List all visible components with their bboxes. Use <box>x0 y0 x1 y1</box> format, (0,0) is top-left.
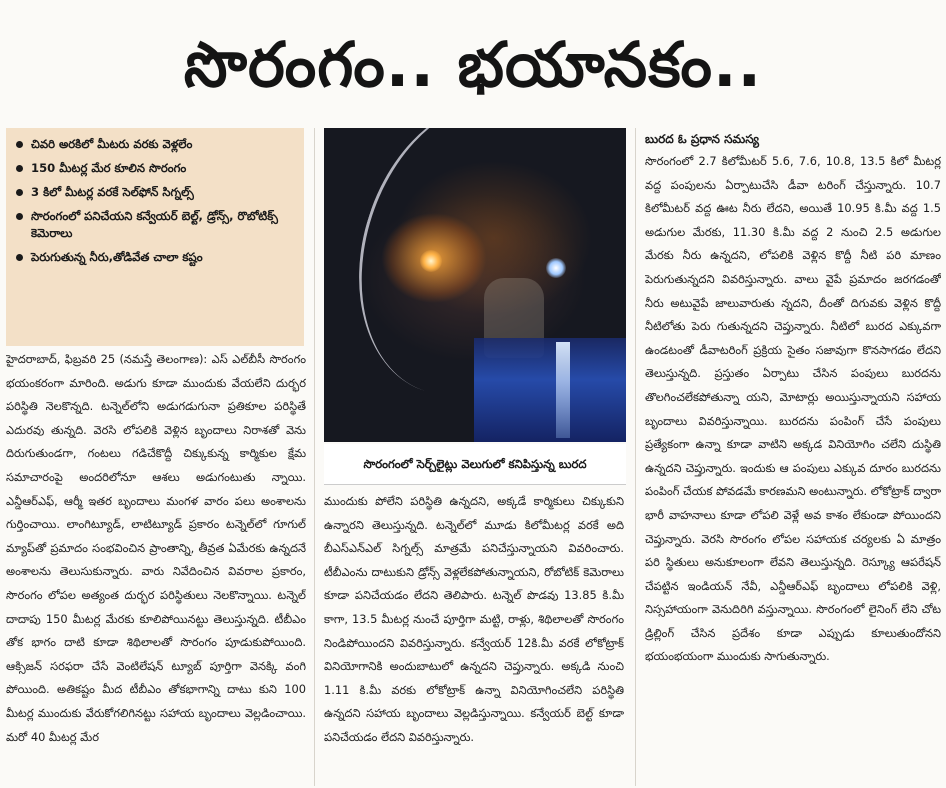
highlights-box <box>6 128 304 346</box>
highlights-list <box>6 128 304 266</box>
highlight-text: చివరి అరకిలో మీటరు వరకు వెళ్లలేం <box>31 137 193 151</box>
searchlight-orange <box>420 250 442 272</box>
highlight-text: పెరుగుతున్న నీరు,తోడివేత చాలా కష్టం <box>31 250 203 264</box>
column-divider <box>314 128 315 786</box>
bullet-icon <box>16 254 23 261</box>
column-divider <box>635 128 636 786</box>
searchlight-blue <box>546 258 566 278</box>
highlight-text: సొరంగంలో పనిచేయని కన్వేయర్ బెల్ట్, డ్రోన్స్, రొబోటిక్స్ కెమెరాలు <box>31 209 278 240</box>
bullet-icon <box>16 189 23 196</box>
highlight-text: 150 మీటర్ల మేర కూలిన సొరంగం <box>31 161 187 175</box>
headline: సొరంగం.. భయానకం.. <box>183 28 763 101</box>
bullet-icon <box>16 141 23 148</box>
highlight-item <box>14 136 298 153</box>
article-column-middle <box>324 490 624 786</box>
article-column-left <box>6 348 306 786</box>
bullet-icon <box>16 165 23 172</box>
light-reflection <box>556 342 570 438</box>
article-text: సొరంగంలో 2.7 కిలోమీటర్ 5.6, 7.6, 10.8, 13.5 కిలో మీటర్ల వద్ద పంపులను ఏర్పాటుచేసి డీవా టరింగ్ చేస్తున్నారు. 10.7 కిలోమీటర్ వద్ద ఊట నీరు లేదని, అయితే 10.95 కి.మీ వద్ద 1.5 అడుగుల మేరకు, 11.30 కి.మీ వద్ద 2 నుంచి 2.5 అడుగుల మేరకు నీరు ఉన్నదని, లోపలికి వెళ్లిన కొద్దీ నీటి పరి మాణం పెరుగుతున్నదని వివరిస్తున్నారు. వాలు వైపే ప్రమాదం జరగడంతో నీరు అటువైపే జాలువారుతు న్నదని, దీంతో దిగువకు వెళ్లిన కొద్దీ నీటిలోతు పెరు గుతున్నదని చెప్తున్నారు. నీటిలో బురద ఎక్కువగా ఉండటంతో డీవాటరింగ్ ప్రక్రియ సైతం సజావుగా కొనసాగడం లేదని తెలుస్తున్నది. ప్రస్తుతం ఏర్పాటు చేసిన పంపులు బురదను తొలగించలేకపోతున్నా యని, మోటార్లు అయిస్తున్నాయని సహాయ బృందాలు వివరిస్తున్నాయి. బురదను పంపింగ్ చేసే పంపులు ప్రత్యేకంగా ఉన్నా కూడా వాటిని అక్కడ వినియోగిం చలేని దుస్థితి ఉన్నదని చెప్తున్నారు. ఇందుకు ఆ పంపులు ఎక్కువ దూరం బురదను పంపింగ్ చేయక పోవడమే కారణమని అంటున్నారు. లోకోట్రాక్ ద్వారా భారీ వాహనాలు కూడా లోపలి వెళ్లే అవ కాశం లేకుండా పోయిందని చెప్తున్నారు. వెరసి సొరంగం లోపల సహాయక చర్యలకు ఏ మాత్రం పరి స్థితులు అనుకూలంగా లేవని తెలుస్తున్నది. రెస్క్యూ ఆపరేషన్ చేపట్టిన ఇండియన్ నేవీ, ఎన్డీఆర్‌ఎఫ్ బృందాలు లోపలికి వెళ్లి, నిస్సహాయంగా వెనుదిరిగి వస్తున్నాయి. సొరంగంలో లైనింగ్ లేని చోట డ్రిల్లింగ్ చేసిన ప్రదేశం కూడా ఎప్పుడు కూలుతుందోనని భయంభయంగా ముందుకు సాగుతున్నారు. <box>645 154 941 664</box>
article-text: హైదరాబాద్, ఫిబ్రవరి 25 (నమస్తే తెలంగాణ): ఎస్ ఎల్‌బీసీ సొరంగం భయంకరంగా మారింది. అడుగు కూడా ముందుకు వేయలేని దుర్భర పరిస్థితి నెలకొన్నది. టన్నెల్‌లోని అడుగడుగునా ప్రతికూల పరిస్థితే ఎదురవు తున్నది. వెరసి లోపలికి వెళ్లిన బృందాలు నిరాశతో వెను దిరుగుతుండగా, గంటలు గడిచేకొద్దీ చిక్కుకున్న కార్మికుల క్షేమ సమాచారంపై అందరిలోనూ ఆశలు అడుగంటుతు న్నాయి. ఎన్డీఆర్‌ఎఫ్, ఆర్మీ ఇతర బృందాలు మంగళ వారం పలు అంశాలను గుర్తించాయి. లాంగిట్యూడ్, లాటిట్యూడ్ ప్రకారం టన్నెల్‌లో గూగుల్ మ్యాప్‌తో ప్రమాదం సంభవించిన ప్రాంతాన్ని, తీవ్రత ఏమేరకు ఉన్నదనే అంశాలను తెలుసుకున్నారు. వారు నివేదించిన వివరాల ప్రకారం, సొరంగం లోపల అత్యంత దుర్భర పరిస్థితులు నెలకొన్నాయి. టన్నెల్ దాదాపు 150 మీటర్ల మేరకు కూలిపోయినట్టు తెలుస్తున్నది. టీబీఎం తోక భాగం దాటి కూడా శిథిలాలతో సొరంగం పూడుకుపోయింది. ఆక్సిజన్ సరఫరా చేసే వెంటిలేషన్ ట్యూబ్ పూర్తిగా వెనక్కి వంగి పోయింది. అతికష్టం మీద టీబీఎం తోకభాగాన్ని దాటు కుని 100 మీటర్ల ముందుకు వేరుకోగలిగినట్టు సహాయ బృందాలు వెల్లడించాయి. మరో 40 మీటర్ల మేర <box>6 352 306 744</box>
section-subhead: బురద ఓ ప్రధాన సమస్య <box>645 132 760 146</box>
highlight-item <box>14 208 298 242</box>
photo-caption: సొరంగంలో సెర్చ్‌లైట్లు వెలుగులో కనిపిస్తున్న బురద <box>324 444 626 485</box>
highlight-text: 3 కిలో మీటర్ల వరకే సెల్‌ఫోన్ సిగ్నల్స్ <box>31 185 194 199</box>
highlight-item <box>14 184 298 201</box>
tunnel-photo <box>324 128 626 442</box>
article-column-right <box>645 128 941 786</box>
highlight-item <box>14 249 298 266</box>
article-text: ముందుకు పోలేని పరిస్థితి ఉన్నదని, అక్కడే కార్మికులు చిక్కుకుని ఉన్నారని తెలుస్తున్నది. టన్నెల్‌లో మూడు కిలోమీటర్ల వరకే అది బీఎస్‌ఎన్‌ఎల్ సిగ్నల్స్ మాత్రమే పనిచేస్తున్నాయని వివరించారు. టీబీఎంను దాటుకుని డ్రోన్స్ వెళ్లలేకపోతున్నాయని, రోబోటిక్ కెమెరాలు కూడా పనిచేయడం లేదని తెలిపారు. టన్నెల్ పొడవు 13.85 కి.మీ కాగా, 13.5 మీటర్ల నుంచే పూర్తిగా మట్టి, రాళ్లు, శిథిలాలతో సొరంగం నిండిపోయిందని వివరిస్తున్నారు. కన్వేయర్ 12కి.మీ వరకే లోకోట్రాక్ వినియోగానికి అందుబాటులో ఉన్నదని చెప్తున్నారు. అక్కడి నుంచి 1.11 కి.మీ వరకు లోకోట్రాక్ ఉన్నా వినియోగించలేని పరిస్థితి ఉన్నదని సహాయ బృందాలు వెల్లడిస్తున్నాయి. కన్వేయర్ బెల్ట్ కూడా పనిచేయడం లేదని వివరిస్తున్నారు. <box>324 494 624 744</box>
bullet-icon <box>16 213 23 220</box>
highlight-item <box>14 160 298 177</box>
water-surface <box>474 338 626 442</box>
